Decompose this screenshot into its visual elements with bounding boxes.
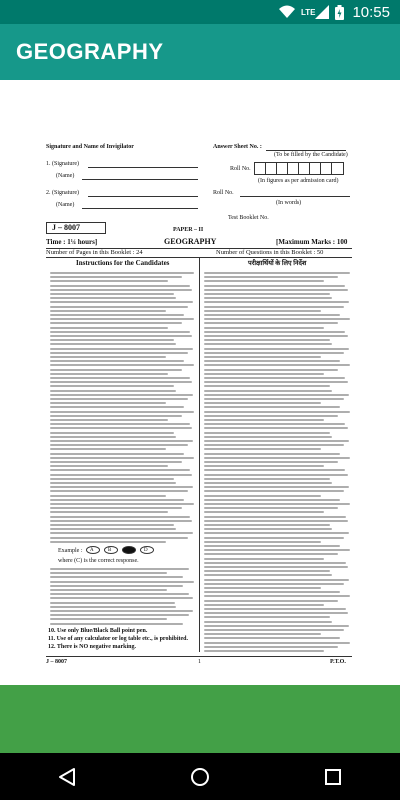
text-line bbox=[50, 289, 192, 291]
sig1-line bbox=[88, 167, 198, 168]
paper-code: J – 8007 bbox=[52, 223, 80, 232]
text-line bbox=[204, 285, 345, 287]
text-line bbox=[204, 385, 330, 387]
text-line bbox=[204, 625, 349, 627]
text-line bbox=[50, 335, 192, 337]
text-line bbox=[204, 423, 345, 425]
text-line bbox=[204, 427, 348, 429]
text-line bbox=[204, 495, 321, 497]
text-line bbox=[204, 524, 330, 526]
subject-title: GEOGRAPHY bbox=[164, 237, 217, 246]
booklet-no: Test Booklet No. bbox=[228, 215, 269, 221]
footer-rule bbox=[46, 656, 352, 657]
text-line bbox=[204, 314, 340, 316]
text-line bbox=[204, 352, 344, 354]
paper-label: PAPER – II bbox=[173, 227, 204, 233]
text-line bbox=[204, 528, 332, 530]
text-line bbox=[204, 364, 350, 366]
answer-sheet-no: Answer Sheet No. : bbox=[213, 144, 262, 150]
text-line bbox=[204, 499, 340, 501]
text-line bbox=[50, 327, 168, 329]
text-line bbox=[50, 482, 176, 484]
text-line bbox=[204, 532, 349, 534]
text-line bbox=[50, 297, 176, 299]
text-line bbox=[50, 581, 194, 583]
text-line bbox=[204, 621, 332, 623]
text-line bbox=[50, 440, 193, 442]
text-line bbox=[204, 549, 350, 551]
text-line bbox=[50, 532, 193, 534]
text-line bbox=[204, 465, 324, 467]
text-line bbox=[204, 327, 324, 329]
text-line bbox=[50, 528, 176, 530]
text-line bbox=[50, 469, 190, 471]
text-line bbox=[204, 616, 330, 618]
sig1: 1. (Signature) bbox=[46, 161, 79, 167]
text-line bbox=[204, 579, 349, 581]
text-line bbox=[204, 612, 348, 614]
name2-line bbox=[82, 208, 198, 209]
text-line bbox=[50, 610, 193, 612]
text-line bbox=[204, 562, 346, 564]
text-line bbox=[50, 402, 166, 404]
text-line bbox=[50, 356, 166, 358]
text-line bbox=[50, 331, 190, 333]
text-line bbox=[204, 406, 340, 408]
text-line bbox=[204, 448, 321, 450]
text-line bbox=[50, 457, 194, 459]
text-line bbox=[50, 318, 194, 320]
sig2-line bbox=[88, 196, 198, 197]
text-line bbox=[50, 593, 189, 595]
text-line bbox=[50, 499, 184, 501]
text-line bbox=[50, 423, 190, 425]
text-line bbox=[204, 537, 344, 539]
clock: 10:55 bbox=[352, 3, 390, 21]
text-line bbox=[204, 402, 321, 404]
instruction-12: 12. There is NO negative marking. bbox=[48, 644, 136, 650]
text-line bbox=[204, 360, 340, 362]
text-line bbox=[50, 507, 182, 509]
box-divider bbox=[320, 162, 321, 175]
text-line bbox=[50, 572, 167, 574]
text-line bbox=[204, 297, 332, 299]
text-line bbox=[50, 478, 174, 480]
footer-code: J – 8007 bbox=[46, 659, 67, 665]
text-line bbox=[50, 280, 168, 282]
text-line bbox=[204, 629, 344, 631]
text-line bbox=[204, 436, 332, 438]
text-line bbox=[204, 398, 344, 400]
text-line bbox=[204, 310, 321, 312]
hindi-heading: परीक्षार्थियों के लिए निर्देश bbox=[248, 260, 307, 267]
text-line bbox=[204, 646, 338, 648]
text-line bbox=[50, 411, 194, 413]
text-line bbox=[50, 427, 192, 429]
text-line bbox=[204, 574, 332, 576]
text-line bbox=[204, 469, 345, 471]
text-line bbox=[204, 541, 321, 543]
text-line bbox=[204, 348, 349, 350]
text-line bbox=[204, 511, 324, 513]
text-line bbox=[204, 306, 344, 308]
roll-no-label-2: Roll No. bbox=[213, 190, 234, 196]
text-line bbox=[50, 394, 193, 396]
text-line bbox=[50, 520, 192, 522]
text-line bbox=[50, 618, 167, 620]
text-line bbox=[50, 415, 182, 417]
text-line bbox=[204, 419, 324, 421]
invigilator-heading: Signature and Name of Invigilator bbox=[46, 144, 134, 150]
text-line bbox=[204, 301, 349, 303]
text-line bbox=[50, 568, 189, 570]
text-line bbox=[50, 343, 176, 345]
text-line bbox=[50, 339, 174, 341]
navigation-bar bbox=[0, 753, 400, 800]
text-line bbox=[204, 356, 321, 358]
max-marks: [Maximum Marks : 100 bbox=[276, 238, 348, 246]
box-divider bbox=[331, 162, 332, 175]
box-divider bbox=[287, 162, 288, 175]
instruction-11: 11. Use of any calculator or log table etc., is prohibited. bbox=[48, 636, 188, 642]
text-line bbox=[204, 293, 330, 295]
text-line bbox=[50, 516, 190, 518]
text-line bbox=[204, 411, 350, 413]
text-line bbox=[50, 474, 192, 476]
home-button[interactable] bbox=[180, 757, 220, 797]
text-line bbox=[204, 650, 324, 652]
example-where: where (C) is the correct response. bbox=[58, 558, 139, 564]
text-line bbox=[204, 604, 324, 606]
example-label: Example : bbox=[58, 548, 83, 554]
document-viewer[interactable] bbox=[0, 80, 400, 685]
text-line bbox=[204, 637, 340, 639]
in-figures: (In figures as per admission card) bbox=[258, 178, 339, 184]
text-line bbox=[50, 453, 184, 455]
text-line bbox=[50, 322, 182, 324]
text-line bbox=[204, 583, 344, 585]
text-line bbox=[204, 415, 338, 417]
instruction-10: 10. Use only Blue/Black Ball point pen. bbox=[48, 628, 148, 634]
in-words: (In words) bbox=[276, 200, 302, 206]
text-line bbox=[50, 511, 168, 513]
sig2: 2. (Signature) bbox=[46, 190, 79, 196]
pages-count: Number of Pages in this Booklet : 24 bbox=[46, 249, 143, 256]
text-line bbox=[50, 406, 184, 408]
name1: (Name) bbox=[56, 173, 75, 179]
time-label: Time : 1¼ hours] bbox=[46, 238, 98, 246]
text-line bbox=[50, 285, 190, 287]
text-line bbox=[50, 589, 167, 591]
text-line bbox=[204, 280, 324, 282]
page-title: GEOGRAPHY bbox=[16, 39, 164, 64]
text-line bbox=[50, 293, 174, 295]
page-number: 1 bbox=[198, 659, 201, 665]
text-line bbox=[204, 600, 338, 602]
text-line bbox=[50, 276, 182, 278]
text-line bbox=[204, 272, 350, 274]
text-line bbox=[204, 608, 346, 610]
text-line bbox=[50, 606, 176, 608]
text-line bbox=[204, 486, 349, 488]
text-line bbox=[204, 482, 332, 484]
option-c-filled-bubble bbox=[122, 546, 136, 554]
text-line bbox=[50, 448, 166, 450]
box-divider bbox=[298, 162, 299, 175]
text-line bbox=[50, 301, 193, 303]
exam-paper-page bbox=[18, 138, 382, 678]
column-divider bbox=[199, 257, 200, 652]
text-line bbox=[50, 576, 183, 578]
text-line bbox=[204, 331, 345, 333]
text-line bbox=[50, 398, 188, 400]
text-line bbox=[204, 377, 345, 379]
text-line bbox=[50, 360, 184, 362]
text-line bbox=[50, 310, 166, 312]
back-button[interactable] bbox=[47, 757, 87, 797]
text-line bbox=[50, 369, 182, 371]
answer-sheet-line bbox=[266, 150, 346, 151]
text-line bbox=[50, 432, 174, 434]
text-line bbox=[204, 507, 338, 509]
recents-button[interactable] bbox=[313, 757, 353, 797]
text-line bbox=[50, 465, 168, 467]
text-line bbox=[50, 390, 176, 392]
option-b: B bbox=[108, 548, 112, 553]
network-type: LTE bbox=[300, 7, 316, 17]
text-line bbox=[50, 444, 188, 446]
box-divider bbox=[309, 162, 310, 175]
text-line bbox=[204, 444, 344, 446]
text-line bbox=[204, 390, 332, 392]
status-bar bbox=[0, 0, 400, 24]
text-line bbox=[204, 587, 321, 589]
text-line bbox=[204, 570, 330, 572]
roll-no-words-line bbox=[240, 196, 350, 197]
text-line bbox=[204, 318, 350, 320]
text-line bbox=[204, 440, 349, 442]
roll-no-label: Roll No. bbox=[230, 166, 251, 172]
text-line bbox=[50, 373, 168, 375]
app-bar bbox=[0, 24, 400, 80]
text-line bbox=[204, 516, 346, 518]
box-divider bbox=[276, 162, 277, 175]
text-line bbox=[204, 520, 348, 522]
text-line bbox=[204, 322, 338, 324]
text-line bbox=[204, 503, 350, 505]
text-line bbox=[50, 314, 184, 316]
text-line bbox=[204, 474, 348, 476]
wifi-icon bbox=[279, 5, 295, 19]
text-line bbox=[50, 352, 188, 354]
text-line bbox=[50, 503, 194, 505]
text-line bbox=[50, 495, 166, 497]
text-line bbox=[50, 490, 188, 492]
text-line bbox=[204, 457, 350, 459]
text-line bbox=[204, 343, 332, 345]
text-line bbox=[50, 348, 193, 350]
text-line bbox=[50, 623, 183, 625]
box-divider bbox=[265, 162, 266, 175]
text-line bbox=[50, 486, 193, 488]
text-line bbox=[204, 633, 321, 635]
text-line bbox=[50, 306, 188, 308]
text-line bbox=[50, 436, 176, 438]
text-line bbox=[50, 364, 194, 366]
text-line bbox=[50, 537, 188, 539]
text-line bbox=[204, 591, 340, 593]
text-line bbox=[204, 553, 338, 555]
text-line bbox=[50, 381, 192, 383]
text-line bbox=[204, 566, 348, 568]
text-line bbox=[50, 597, 193, 599]
text-line bbox=[204, 478, 330, 480]
option-d: D bbox=[144, 548, 148, 553]
text-line bbox=[204, 453, 340, 455]
pto-label: P.T.O. bbox=[330, 659, 346, 665]
questions-count: Number of Questions in this Booklet : 50 bbox=[216, 249, 324, 256]
text-line bbox=[204, 545, 340, 547]
text-line bbox=[204, 381, 348, 383]
recents-square-icon bbox=[324, 768, 342, 786]
text-line bbox=[50, 541, 166, 543]
text-line bbox=[204, 289, 348, 291]
text-line bbox=[204, 642, 350, 644]
text-line bbox=[204, 335, 348, 337]
text-line bbox=[204, 339, 330, 341]
bottom-banner bbox=[0, 685, 400, 753]
text-line bbox=[50, 385, 174, 387]
name1-line bbox=[82, 179, 198, 180]
name2: (Name) bbox=[56, 202, 75, 208]
filled-by: (To be filled by the Candidate) bbox=[274, 152, 348, 158]
lte-signal-icon bbox=[301, 5, 330, 19]
text-line bbox=[204, 461, 338, 463]
text-line bbox=[204, 394, 349, 396]
text-line bbox=[204, 373, 324, 375]
home-circle-icon bbox=[190, 767, 210, 787]
text-line bbox=[204, 369, 338, 371]
text-line bbox=[204, 490, 344, 492]
text-line bbox=[50, 377, 190, 379]
text-line bbox=[50, 524, 174, 526]
text-line bbox=[204, 595, 350, 597]
text-line bbox=[50, 461, 182, 463]
back-triangle-icon bbox=[58, 767, 76, 787]
option-a: A bbox=[90, 548, 94, 553]
text-line bbox=[50, 585, 183, 587]
battery-icon bbox=[335, 5, 344, 20]
text-line bbox=[204, 276, 338, 278]
text-line bbox=[50, 272, 194, 274]
instructions-heading: Instructions for the Candidates bbox=[76, 259, 170, 267]
text-line bbox=[50, 602, 175, 604]
text-line bbox=[204, 432, 330, 434]
text-line bbox=[50, 614, 189, 616]
text-line bbox=[204, 558, 324, 560]
text-line bbox=[50, 419, 168, 421]
